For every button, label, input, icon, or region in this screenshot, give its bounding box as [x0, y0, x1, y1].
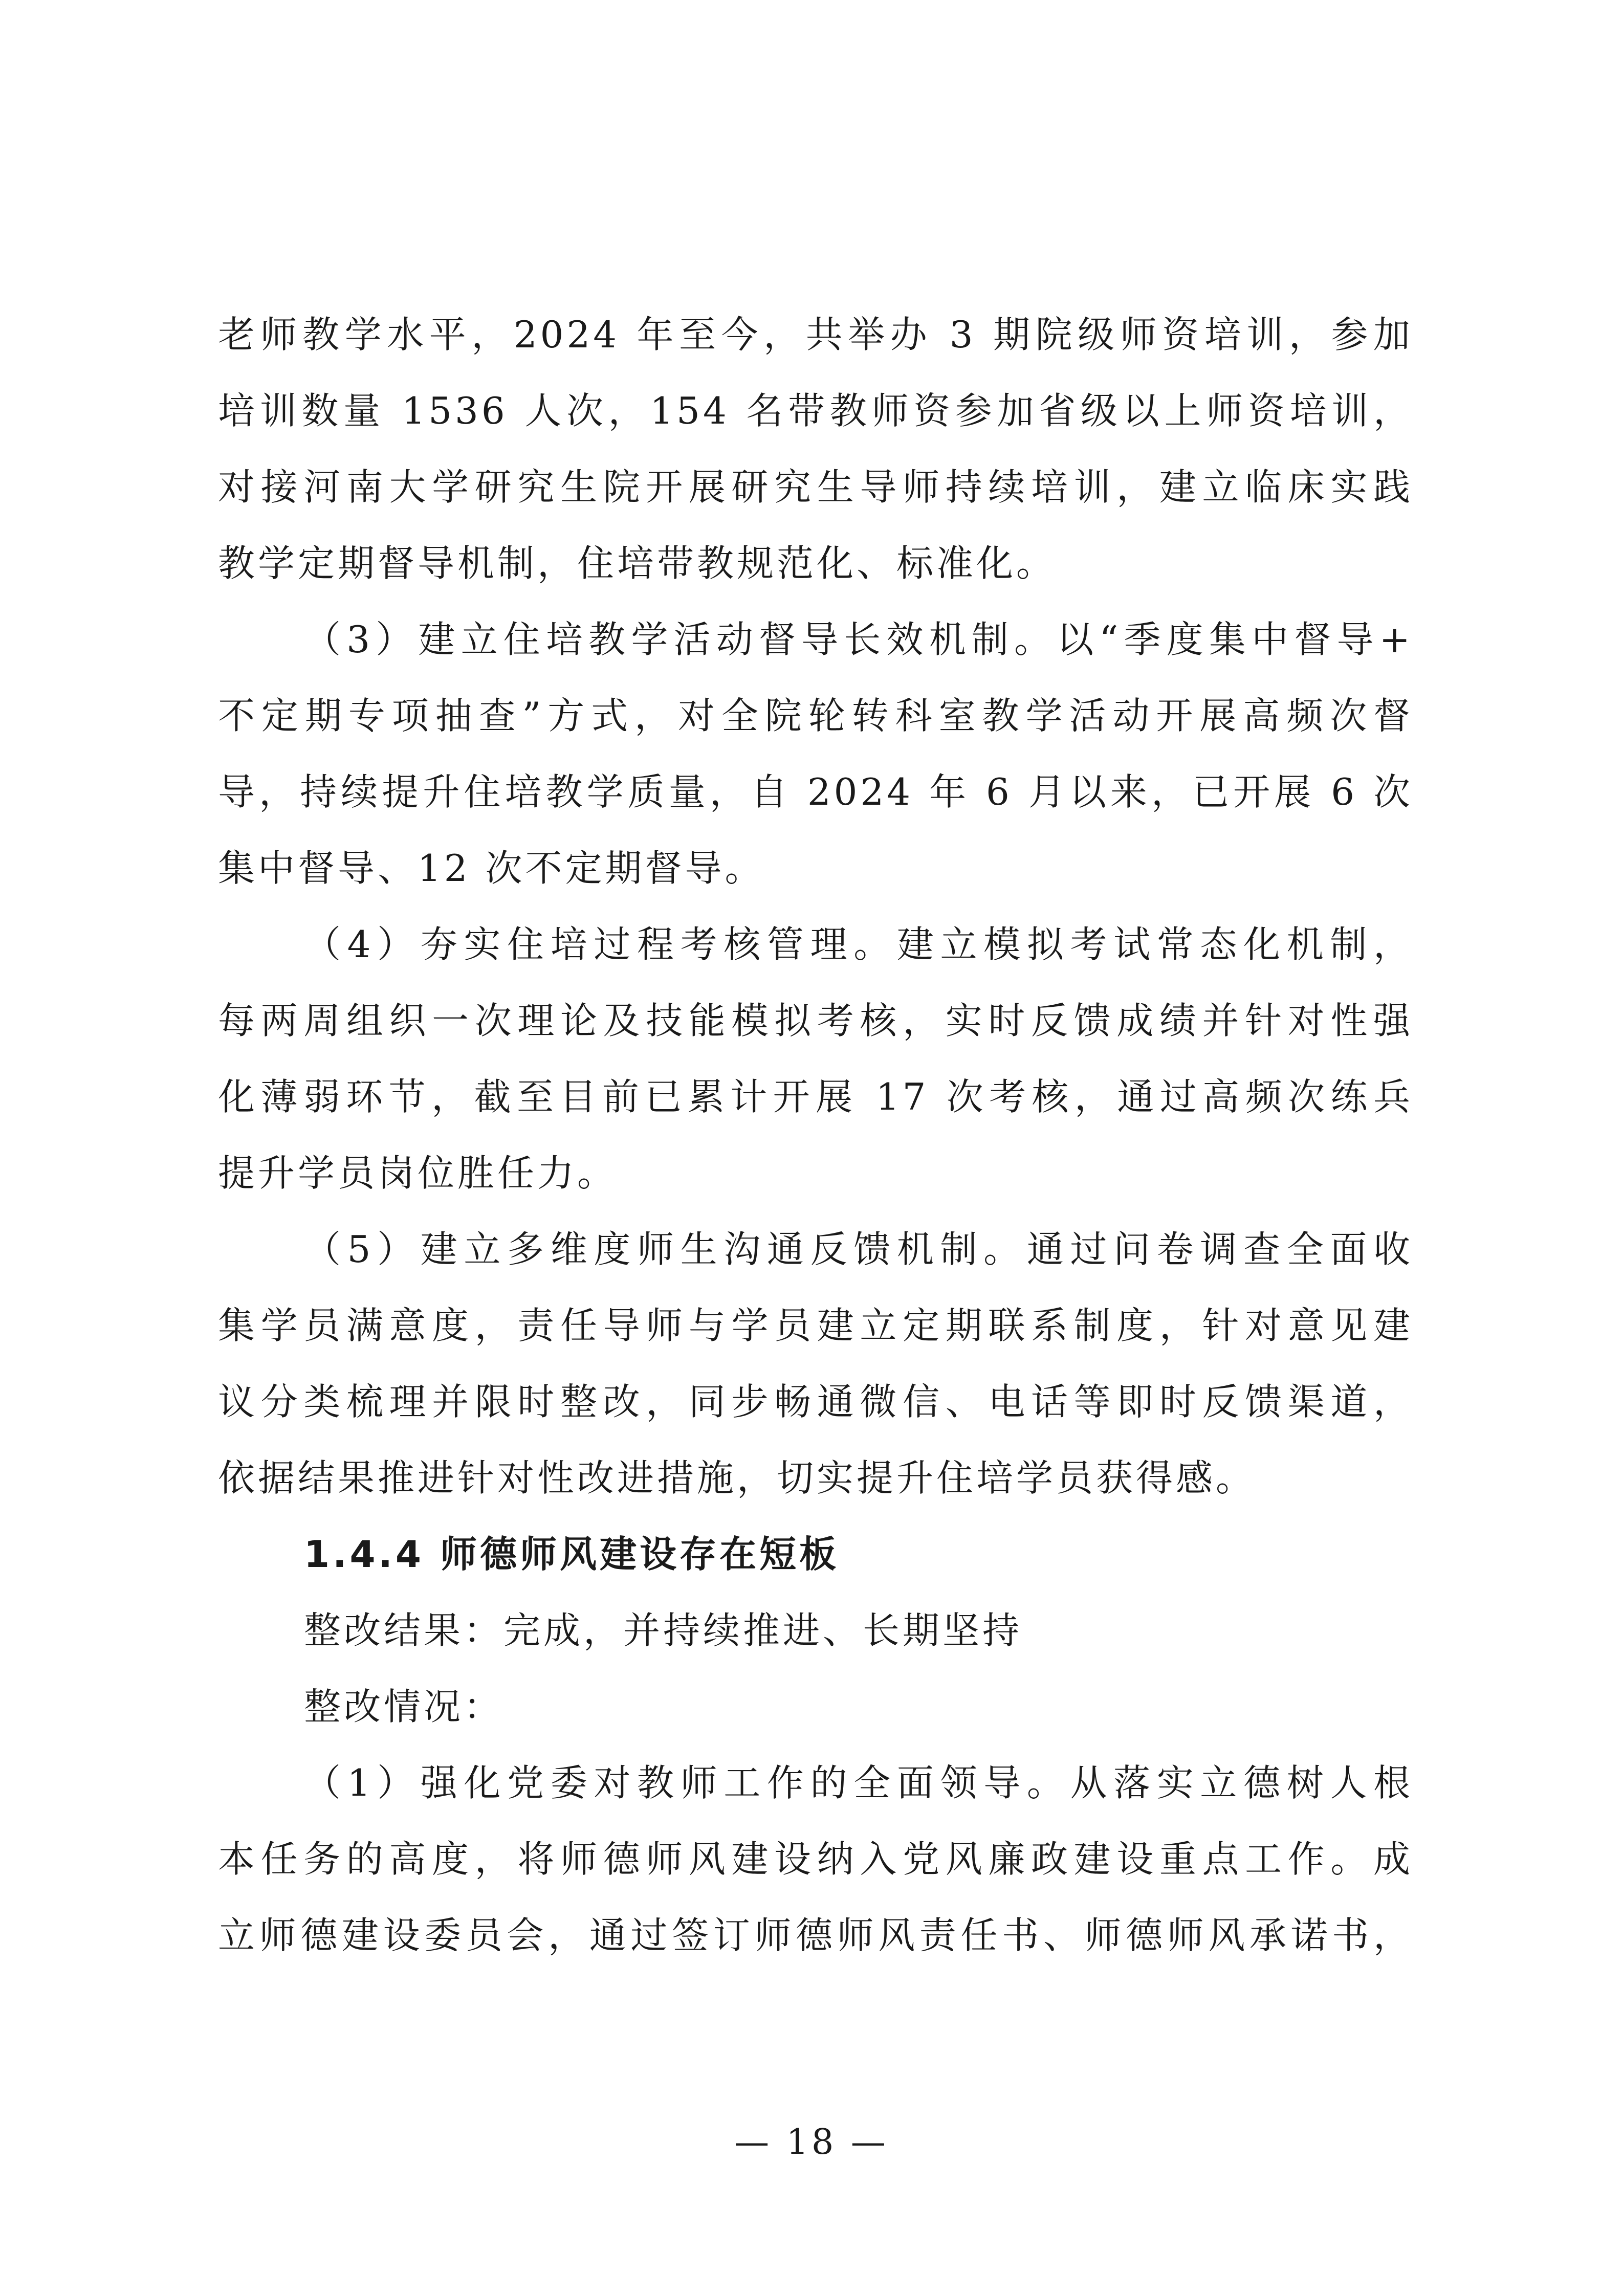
page-number: — 18 —: [734, 2122, 889, 2162]
paragraph-teacher-training: [218, 297, 1413, 602]
text-line: 集中督导、12 次不定期督导。: [218, 847, 765, 890]
text-line: （4）夯实住培过程考核管理。建立模拟考试常态化机制，: [304, 923, 1413, 966]
text-line: 集学员满意度，责任导师与学员建立定期联系制度，针对意见建: [218, 1304, 1413, 1347]
paragraph-item-4: [218, 907, 1413, 1211]
paragraph-item-5: [218, 1211, 1413, 1516]
text-line: （5）建立多维度师生沟通反馈机制。通过问卷调查全面收: [304, 1228, 1413, 1271]
text-line: （1）强化党委对教师工作的全面领导。从落实立德树人根: [304, 1761, 1413, 1804]
rectification-status-label: 整改情况：: [304, 1685, 504, 1728]
text-line: 培训数量 1536 人次，154 名带教师资参加省级以上师资培训，: [218, 389, 1413, 432]
text-line: 每两周组织一次理论及技能模拟考核，实时反馈成绩并针对性强: [218, 999, 1413, 1042]
text-line: 老师教学水平，2024 年至今，共举办 3 期院级师资培训，参加: [218, 313, 1413, 356]
text-line: 教学定期督导机制，住培带教规范化、标准化。: [218, 542, 1057, 585]
text-line: 导，持续提升住培教学质量，自 2024 年 6 月以来，已开展 6 次: [218, 770, 1413, 813]
text-line: 立师德建设委员会，通过签订师德师风责任书、师德师风承诺书，: [218, 1914, 1413, 1957]
paragraph-item-1: [218, 1745, 1413, 1974]
text-line: （3）建立住培教学活动督导长效机制。以“季度集中督导+: [304, 618, 1413, 661]
text-line: 化薄弱环节，截至目前已累计开展 17 次考核，通过高频次练兵: [218, 1075, 1413, 1118]
text-line: 本任务的高度，将师德师风建设纳入党风廉政建设重点工作。成: [218, 1838, 1413, 1881]
text-line: 对接河南大学研究生院开展研究生导师持续培训，建立临床实践: [218, 466, 1413, 509]
rectification-result: 整改结果：完成，并持续推进、长期坚持: [304, 1609, 1023, 1652]
text-line: 不定期专项抽查”方式，对全院轮转科室教学活动开展高频次督: [218, 694, 1413, 737]
text-line: 提升学员岗位胜任力。: [218, 1152, 618, 1195]
text-line: 依据结果推进针对性改进措施，切实提升住培学员获得感。: [218, 1456, 1256, 1499]
document-body: [218, 297, 1413, 1974]
paragraph-item-3: [218, 602, 1413, 907]
text-line: 议分类梳理并限时整改，同步畅通微信、电话等即时反馈渠道，: [218, 1380, 1413, 1423]
section-heading: 1.4.4 师德师风建设存在短板: [304, 1533, 840, 1576]
